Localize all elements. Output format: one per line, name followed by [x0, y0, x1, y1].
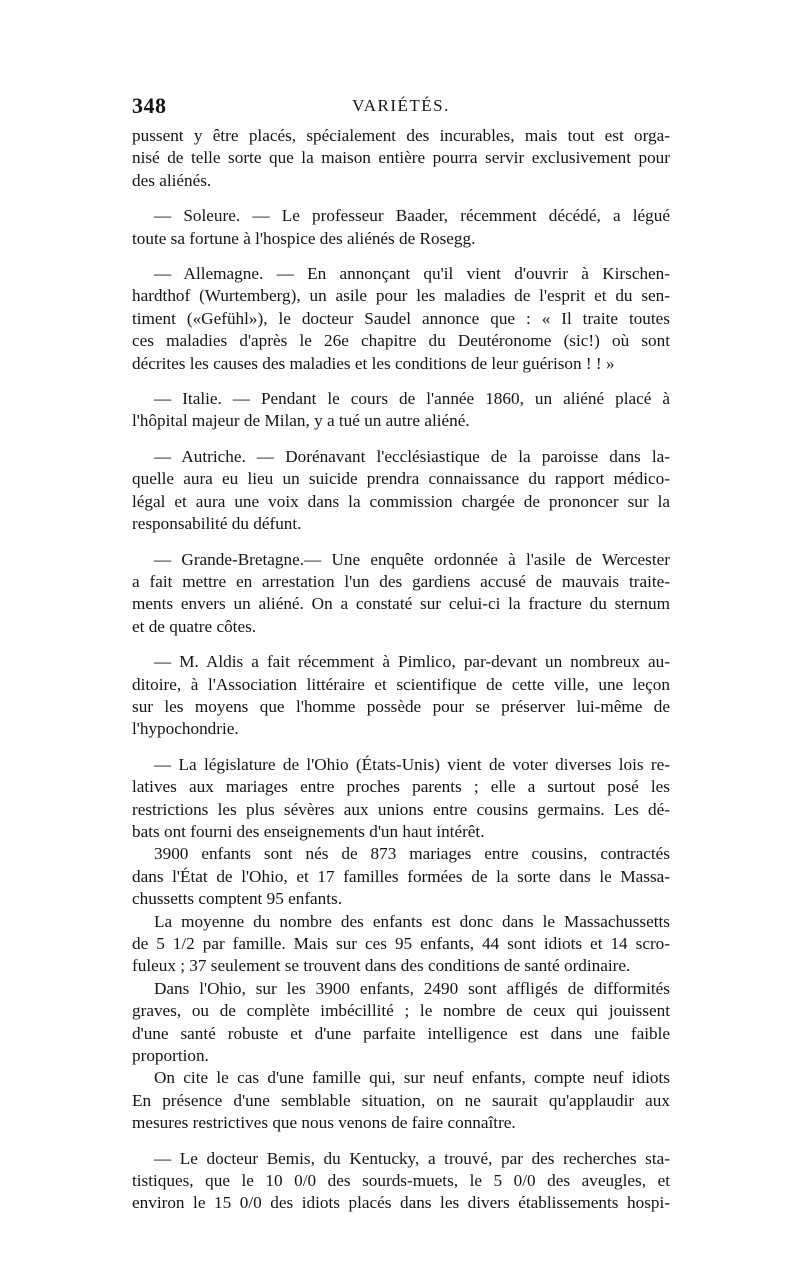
text-line: décrites les causes des maladies et les conditions de leur guérison ! ! » [132, 353, 615, 373]
text-line: restrictions les plus sévères aux unions entre cousins germains. Les dé- [132, 799, 670, 819]
text-line: — Soleure. — Le professeur Baader, récemment décédé, a légué [154, 206, 670, 226]
text-line: — Autriche. — Dorénavant l'ecclésiastique de la paroisse dans la- [154, 446, 670, 466]
text-line: l'hypochondrie. [132, 719, 239, 739]
body-text [132, 125, 670, 1215]
text-line: l'hôpital majeur de Milan, y a tué un autre aliéné. [132, 411, 470, 431]
text-line: timent («Gefühl»), le docteur Saudel annonce que : « Il traite toutes [132, 308, 670, 328]
text-line: a fait mettre en arrestation l'un des gardiens accusé de mauvais traite- [132, 571, 670, 591]
text-line: hardthof (Wurtemberg), un asile pour les maladies de l'esprit et du sen- [132, 286, 670, 306]
paragraph [132, 978, 670, 1068]
paragraph-aldis [132, 651, 670, 741]
text-line: — Grande-Bretagne.— Une enquête ordonnée à l'asile de Wercester [154, 549, 670, 569]
text-line: quelle aura eu lieu un suicide prendra connaissance du rapport médico- [132, 469, 670, 489]
paragraph-bemis [132, 1148, 670, 1215]
text-line: Dans l'Ohio, sur les 3900 enfants, 2490 sont affligés de difformités [154, 978, 670, 998]
paragraph-autriche [132, 446, 670, 536]
page-header [132, 93, 670, 121]
text-line: proportion. [132, 1046, 209, 1066]
paragraph [132, 911, 670, 978]
text-line: mesures restrictives que nous venons de faire connaître. [132, 1113, 516, 1133]
paragraph [132, 125, 670, 192]
text-line: ces maladies d'après le 26e chapitre du Deutéronome (sic!) où sont [132, 331, 670, 351]
text-line: — Allemagne. — En annonçant qu'il vient d'ouvrir à Kirschen- [154, 264, 670, 284]
text-line: sur les moyens que l'homme possède pour se préserver lui-même de [132, 696, 670, 716]
text-line: toute sa fortune à l'hospice des aliénés de Rosegg. [132, 228, 476, 248]
paragraph [132, 843, 670, 910]
text-line: environ le 15 0/0 des idiots placés dans les divers établissements hospi- [132, 1193, 670, 1213]
text-line: et de quatre côtes. [132, 616, 257, 636]
text-line: dans l'État de l'Ohio, et 17 familles formées de la sorte dans le Massa- [132, 866, 670, 886]
paragraph [132, 1067, 670, 1134]
text-line: d'une santé robuste et d'une parfaite intelligence est dans une faible [132, 1023, 670, 1043]
page-number: 348 [132, 93, 167, 118]
text-line: graves, ou de complète imbécillité ; le nombre de ceux qui jouissent [132, 1001, 670, 1021]
text-line: — Le docteur Bemis, du Kentucky, a trouvé, par des recherches sta- [154, 1148, 670, 1168]
paragraph-soleure [132, 205, 670, 250]
text-line: — M. Aldis a fait récemment à Pimlico, par-devant un nombreux au- [154, 652, 670, 672]
paragraph-allemagne [132, 263, 670, 375]
text-line: — Italie. — Pendant le cours de l'année 1860, un aliéné placé à [154, 389, 670, 409]
text-line: nisé de telle sorte que la maison entière pourra servir exclusivement pour [132, 148, 670, 168]
text-line: 3900 enfants sont nés de 873 mariages entre cousins, contractés [154, 844, 670, 864]
text-line: fuleux ; 37 seulement se trouvent dans des conditions de santé ordinaire. [132, 956, 631, 976]
text-line: La moyenne du nombre des enfants est donc dans le Massachussetts [154, 911, 670, 931]
text-line: pussent y être placés, spécialement des incurables, mais tout est orga- [132, 126, 670, 145]
text-line: En présence d'une semblable situation, on ne saurait qu'applaudir aux [132, 1090, 670, 1110]
text-line: responsabilité du défunt. [132, 514, 302, 534]
paragraph-italie [132, 388, 670, 433]
running-title: VARIÉTÉS. [352, 96, 450, 115]
text-line: latives aux mariages entre proches parents ; elle a surtout posé les [132, 777, 670, 797]
text-line: — La législature de l'Ohio (États-Unis) vient de voter diverses lois re- [154, 754, 670, 774]
paragraph-grande-bretagne [132, 549, 670, 639]
text-line: des aliénés. [132, 170, 212, 190]
text-line: ditoire, à l'Association littéraire et scientifique de cette ville, une leçon [132, 674, 670, 694]
text-line: chussetts comptent 95 enfants. [132, 889, 343, 909]
text-line: tistiques, que le 10 0/0 des sourds-muets, le 5 0/0 des aveugles, et [132, 1171, 670, 1191]
text-line: bats ont fourni des enseignements d'un haut intérêt. [132, 821, 485, 841]
text-line: de 5 1/2 par famille. Mais sur ces 95 enfants, 44 sont idiots et 14 scro- [132, 934, 670, 953]
paragraph-ohio [132, 754, 670, 844]
text-line: légal et aura une voix dans la commission chargée de prononcer sur la [132, 491, 670, 511]
text-line: On cite le cas d'une famille qui, sur neuf enfants, compte neuf idiots [154, 1068, 670, 1088]
text-line: ments envers un aliéné. On a constaté sur celui-ci la fracture du sternum [132, 594, 670, 614]
